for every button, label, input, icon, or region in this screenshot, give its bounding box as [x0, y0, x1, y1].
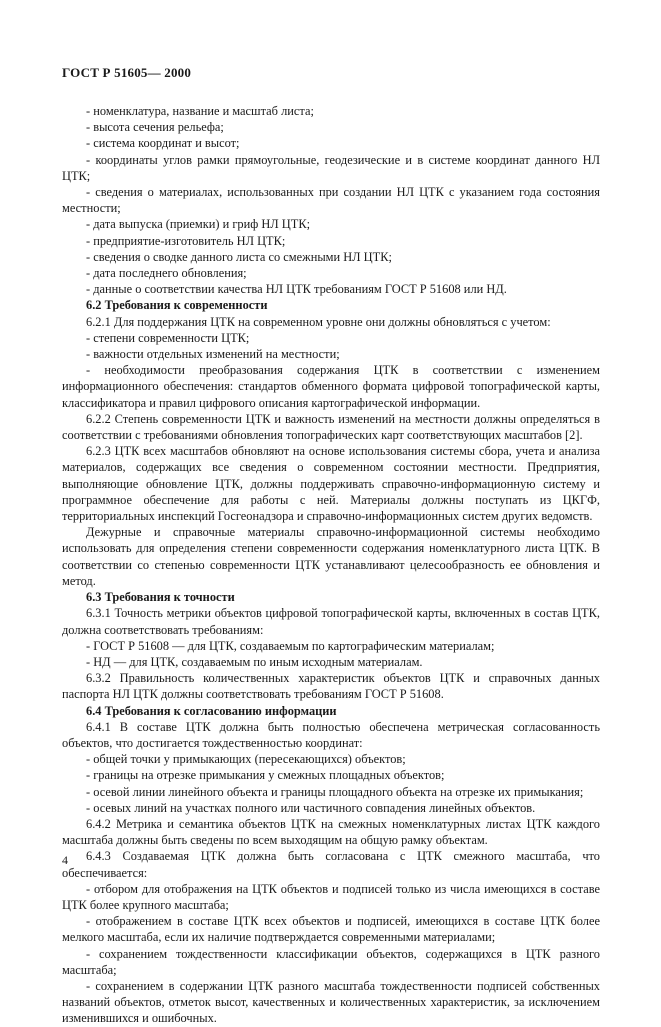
paragraph: Дежурные и справочные материалы справочно-информационной системы необходимо использовать для определения степени современности содержания номенклатурного листа ЦТК. В соответствии со степенью современности ЦТК устанавливают целесообразность ее обновления и метод. [62, 525, 600, 588]
paragraph: - осевой линии линейного объекта и границы площадного объекта на отрезке их примыкания; [86, 784, 584, 799]
paragraph: - предприятие-изготовитель НЛ ЦТК; [86, 233, 286, 248]
paragraph: 6.2.2 Степень современности ЦТК и важность изменений на местности должны определяться в соответствии с требованиями обновления топографических карт соответствующих масштабов [2]. [62, 411, 600, 443]
paragraph: - ГОСТ Р 51608 — для ЦТК, создаваемым по картографическим материалам; [86, 638, 495, 653]
paragraph: - высота сечения рельефа; [86, 120, 224, 135]
paragraph: - дата последнего обновления; [86, 266, 247, 281]
paragraph: - номенклатура, название и масштаб листа; [86, 104, 314, 118]
paragraph: - необходимости преобразования содержания ЦТК в соответствии с изменением информационного обеспечения: стандартов обменного формата цифровой топографической карты, классификатора и правил цифрового описания картографической информации. [62, 363, 600, 410]
paragraph: - общей точки у примыкающих (пересекающихся) объектов; [86, 752, 406, 767]
paragraph: 6.2.1 Для поддержания ЦТК на современном уровне они должны обновляться с учетом: [86, 314, 551, 329]
paragraph: - границы на отрезке примыкания у смежных площадных объектов; [86, 768, 445, 783]
paragraph: - степени современности ЦТК; [86, 330, 250, 345]
paragraph: - сохранением тождественности классификации объектов, содержащихся в ЦТК разного масштаба; [62, 946, 600, 977]
paragraph: - координаты углов рамки прямоугольные, геодезические и в системе координат данного НЛ ЦТК; [62, 152, 600, 183]
body-text [62, 103, 600, 1027]
paragraph: - сведения о материалах, использованных при создании НЛ ЦТК с указанием года состояния местности; [62, 185, 600, 216]
paragraph: 6.3.2 Правильность количественных характеристик объектов ЦТК и справочных данных паспорта НЛ ЦТК должны соответствовать требованиям ГОСТ Р 51608. [62, 671, 600, 702]
paragraph: - отображением в составе ЦТК всех объектов и подписей, имеющихся в составе ЦТК более мелкого масштаба, если их наличие подтверждается современными материалами; [62, 914, 600, 945]
section-heading: 6.3 Требования к точности [86, 590, 235, 605]
paragraph: - дата выпуска (приемки) и гриф НЛ ЦТК; [86, 217, 311, 232]
paragraph: 6.4.3 Создаваемая ЦТК должна быть согласована с ЦТК смежного масштаба, что обеспечивается: [62, 849, 600, 880]
paragraph: 6.4.2 Метрика и семантика объектов ЦТК на смежных номенклатурных листах ЦТК каждого масштаба должны быть сведены по всем выходящим на общую рамку объектам. [62, 816, 600, 848]
paragraph: - сведения о сводке данного листа со смежными НЛ ЦТК; [86, 249, 392, 264]
section-heading: 6.2 Требования к современности [86, 298, 268, 313]
paragraph: - отбором для отображения на ЦТК объектов и подписей только из числа имеющихся в составе ЦТК более крупного масштаба; [62, 881, 600, 912]
paragraph: - НД — для ЦТК, создаваемым по иным исходным материалам. [86, 654, 423, 669]
section-heading: 6.4 Требования к согласованию информации [86, 703, 337, 718]
paragraph: - сохранением в содержании ЦТК разного масштаба тождественности подписей собственных названий объектов, отметок высот, качественных и количественных характеристик, за исключением изменившихся и ошибочных. [62, 978, 600, 1026]
paragraph: 6.2.3 ЦТК всех масштабов обновляют на основе использования системы сбора, учета и анализа материалов, содержащих все сведения о современном состоянии местности. Предприятия, выполняющие обновление ЦТК, должны поддерживать справочно-информационную систему и программное обеспечение для работы с ней. Материалы должны поступать из ЦКГФ, территориальных инспекций Госгеонадзора и справочно-информационных систем других ведомств. [62, 444, 600, 524]
document-header: ГОСТ Р 51605— 2000 [62, 65, 192, 80]
paragraph: - система координат и высот; [86, 136, 240, 151]
paragraph: 6.4.1 В составе ЦТК должна быть полностью обеспечена метрическая согласованность объектов, что достигается тождественностью координат: [62, 719, 600, 750]
page-number: 4 [62, 853, 68, 867]
paragraph: - осевых линий на участках полного или частичного совпадения линейных объектов. [86, 800, 536, 815]
paragraph: - данные о соответствии качества НЛ ЦТК требованиям ГОСТ Р 51608 или НД. [86, 282, 507, 297]
paragraph: - важности отдельных изменений на местности; [86, 347, 340, 362]
paragraph: 6.3.1 Точность метрики объектов цифровой топографической карты, включенных в состав ЦТК, должна соответствовать требованиям: [62, 606, 600, 637]
